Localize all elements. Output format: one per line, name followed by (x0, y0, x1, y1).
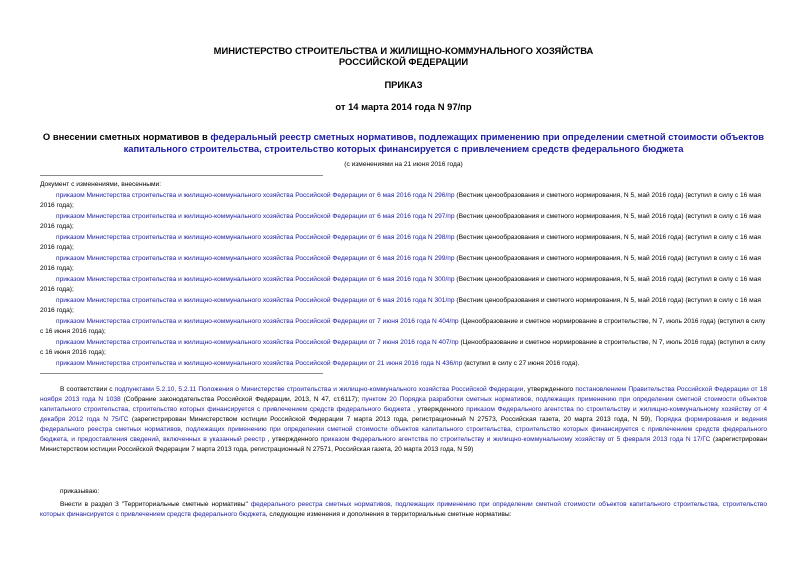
document-date: от 14 марта 2014 года N 97/пр (335, 101, 472, 112)
preamble-paragraph: В соответствии с подпунктами 5.2.10, 5.2.11 Положения о Министерстве строительства и жилищно-коммунального хозяйства Российской Федерации, утвержденного постановлением Правительства Российской Федерации от 18 ноября 2013 года N 1038 (Собрание законодательства Российской Федерации, 2013, N 47, ст.6117); пунктом 20 Порядка разработки сметных нормативов, подлежащих применению при определении сметной стоимости объектов капитального строительства, строительство которых финансируется с привлечением средств федерального бюджета , утвержденного приказом Федерального агентства по строительству и жилищно-коммунальному хозяйству от 4 декабря 2012 года N 75/ГС (зарегистрирован Министерством юстиции Российской Федерации 7 марта 2013 года, регистрационный N 27573, Российская газета, 20 марта 2013 года, N 59), Порядка формирования и ведения федерального реестра сметных нормативов, подлежащих применению при определении сметной стоимости объектов капитального строительства, строительство которых финансируется с привлечением средств федерального бюджета, и предоставления сведений, включенных в указанный реестр , утвержденного приказом Федерального агентства по строительству и жилищно-коммунальному хозяйству от 5 февраля 2013 года N 17/ГС (зарегистрирован Министерством юстиции Российской Федерации 7 марта 2013 года, регистрационный N 27571, Российская газета, 20 марта 2013 года, N 59) (40, 386, 768, 453)
preamble-link[interactable]: приказом Федерального агентства по строительству и жилищно-коммунальному хозяйству от 5 февраля 2013 года N 17/ГС (320, 436, 711, 443)
change-item: приказом Министерства строительства и жилищно-коммунального хозяйства Российской Федерации от 6 мая 2016 года N 299/пр (Вестник ценообразования и сметного нормирования, N 5, май 2016 года) (вступил в силу с 16 мая 2016 года); (40, 255, 761, 272)
preamble-link[interactable]: подпунктами 5.2.10, 5.2.11 Положения о Министерстве строительства и жилищно-коммунального хозяйства Российской Федерации (114, 386, 524, 393)
change-item-link[interactable]: приказом Министерства строительства и жилищно-коммунального хозяйства Российской Федерации от 6 мая 2016 года N 299/пр (56, 255, 455, 262)
change-item: приказом Министерства строительства и жилищно-коммунального хозяйства Российской Федерации от 21 июня 2016 года N 436/пр (вступил в силу с 27 июня 2016 года). (56, 360, 580, 367)
preamble-link[interactable]: пунктом 20 Порядка разработки сметных нормативов, подлежащих применению при определении сметной стоимости объектов капитального строительства, строительство которых финансируется с привлечением средств федерального бюджета (40, 396, 768, 413)
change-item: приказом Министерства строительства и жилищно-коммунального хозяйства Российской Федерации от 7 июня 2016 года N 404/пр (Ценообразование и сметное нормирование в строительстве, N 7, июль 2016 года) (вступил в силу с 16 июня 2016 года); (40, 318, 766, 335)
preamble-link[interactable]: Порядка формирования и ведения федерального реестра сметных нормативов, подлежащих применению при определении сметной стоимости объектов капитального строительства, строительство которых финансируется с привлечением средств федерального бюджета, и предоставления сведений, включенных в указанный реестр (40, 416, 767, 443)
clause-paragraph: Внести в раздел 3 "Территориальные сметные нормативы" федерального реестра сметных нормативов, подлежащих применению при определении сметной стоимости объектов капитального строительства, строительство которых финансируется с привлечением средств федерального бюджета, следующие изменения и дополнения в территориальные сметные нормативы: (40, 501, 767, 518)
preamble-link[interactable]: постановлением Правительства Российской Федерации от 18 ноября 2013 года N 1038 (40, 386, 767, 403)
document-title (40, 131, 767, 155)
change-item-link[interactable]: приказом Министерства строительства и жилищно-коммунального хозяйства Российской Федерации от 6 мая 2016 года N 301/пр (56, 297, 455, 304)
change-item-link[interactable]: приказом Министерства строительства и жилищно-коммунального хозяйства Российской Федерации от 6 мая 2016 года N 297/пр (56, 213, 455, 220)
title-prefix: О внесении сметных нормативов в (42, 131, 211, 142)
change-item: приказом Министерства строительства и жилищно-коммунального хозяйства Российской Федерации от 6 мая 2016 года N 297/пр (Вестник ценообразования и сметного нормирования, N 5, май 2016 года) (вступил в силу с 16 мая 2016 года); (40, 213, 761, 230)
ministry-name-line1: МИНИСТЕРСТВО СТРОИТЕЛЬСТВА И ЖИЛИЩНО-КОММУНАЛЬНОГО ХОЗЯЙСТВА (213, 45, 594, 56)
divider-top (40, 175, 323, 176)
title-registry-link[interactable]: федеральный реестр сметных нормативов, подлежащих применению при определении сметной стоимости объектов капитального строительства, строительство которых финансируется с привлечением средств федерального бюджета (123, 131, 765, 154)
change-item: приказом Министерства строительства и жилищно-коммунального хозяйства Российской Федерации от 7 июня 2016 года N 407/пр (Ценообразование и сметное нормирование в строительстве, N 7, июль 2016 года) (вступил в силу с 16 июня 2016 года); (40, 339, 766, 356)
preamble-link[interactable]: приказом Федерального агентства по строительству и жилищно-коммунальному хозяйству от 4 декабря 2012 года N 75/ГС (40, 406, 767, 423)
clause-registry-link[interactable]: федерального реестра сметных нормативов, подлежащих применению при определении сметной стоимости объектов капитального строительства, строительство которых финансируется с привлечением средств федерального бюджета (40, 501, 767, 518)
document-type: ПРИКАЗ (384, 79, 423, 90)
change-item-link[interactable]: приказом Министерства строительства и жилищно-коммунального хозяйства Российской Федерации от 21 июня 2016 года N 436/пр (56, 360, 463, 367)
change-item: приказом Министерства строительства и жилищно-коммунального хозяйства Российской Федерации от 6 мая 2016 года N 296/пр (Вестник ценообразования и сметного нормирования, N 5, май 2016 года) (вступил в силу с 16 мая 2016 года); (40, 192, 761, 209)
change-item: приказом Министерства строительства и жилищно-коммунального хозяйства Российской Федерации от 6 мая 2016 года N 300/пр (Вестник ценообразования и сметного нормирования, N 5, май 2016 года) (вступил в силу с 16 мая 2016 года); (40, 276, 761, 293)
change-item: приказом Министерства строительства и жилищно-коммунального хозяйства Российской Федерации от 6 мая 2016 года N 301/пр (Вестник ценообразования и сметного нормирования, N 5, май 2016 года) (вступил в силу с 16 мая 2016 года); (40, 297, 761, 314)
changes-heading: Документ с изменениями, внесенными: (40, 181, 162, 188)
ministry-name-line2: РОССИЙСКОЙ ФЕДЕРАЦИИ (338, 56, 469, 67)
change-item: приказом Министерства строительства и жилищно-коммунального хозяйства Российской Федерации от 6 мая 2016 года N 298/пр (Вестник ценообразования и сметного нормирования, N 5, май 2016 года) (вступил в силу с 16 мая 2016 года); (40, 234, 761, 251)
change-item-link[interactable]: приказом Министерства строительства и жилищно-коммунального хозяйства Российской Федерации от 7 июня 2016 года N 404/пр (56, 318, 459, 325)
order-word: приказываю: (60, 488, 100, 495)
change-item-link[interactable]: приказом Министерства строительства и жилищно-коммунального хозяйства Российской Федерации от 6 мая 2016 года N 298/пр (56, 234, 455, 241)
divider-bottom (40, 373, 323, 374)
change-item-link[interactable]: приказом Министерства строительства и жилищно-коммунального хозяйства Российской Федерации от 6 мая 2016 года N 296/пр (56, 192, 455, 199)
change-item-link[interactable]: приказом Министерства строительства и жилищно-коммунального хозяйства Российской Федерации от 7 июня 2016 года N 407/пр (56, 339, 459, 346)
changes-note: (с изменениями на 21 июня 2016 года) (344, 161, 463, 168)
change-item-link[interactable]: приказом Министерства строительства и жилищно-коммунального хозяйства Российской Федерации от 6 мая 2016 года N 300/пр (56, 276, 455, 283)
